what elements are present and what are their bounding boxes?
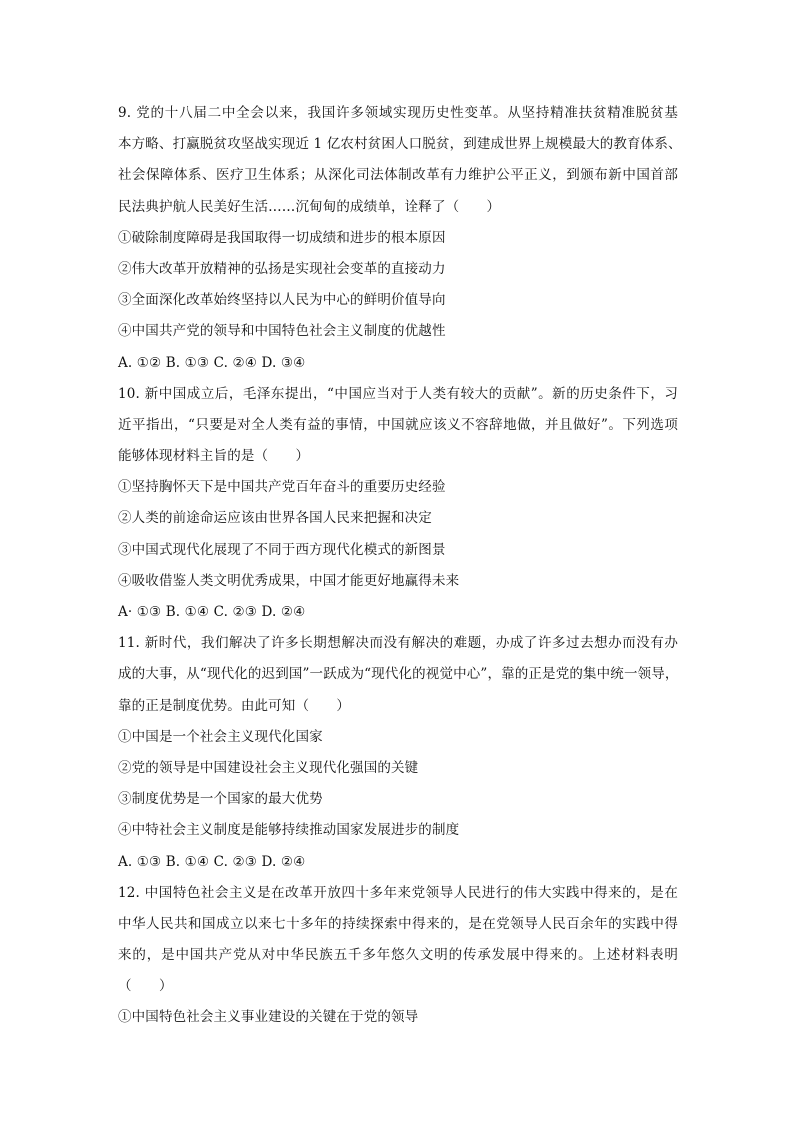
option-item: ④吸收借鉴人类文明优秀成果，中国才能更好地赢得未来	[118, 572, 460, 589]
question-stem-line: 能够体现材料主旨的是（ ）	[118, 448, 310, 465]
option-item: ④中特社会主义制度是能够持续推动国家发展进步的制度	[118, 822, 460, 839]
option-item: ③中国式现代化展现了不同于西方现代化模式的新图景	[118, 541, 446, 558]
option-item: ①中国是一个社会主义现代化国家	[118, 728, 323, 745]
question-stem-line: 成的大事，从“现代化的迟到国”一跃成为“现代化的视觉中心”，靠的正是党的集中统一领导，	[118, 666, 679, 683]
question-11	[118, 628, 678, 878]
question-stem-line: 近平指出，“只要是对全人类有益的事情，中国就应该义不容辞地做，并且做好”。下列选项	[118, 416, 678, 433]
option-item: ④中国共产党的领导和中国特色社会主义制度的优越性	[118, 323, 446, 340]
option-item: ①破除制度障碍是我国取得一切成绩和进步的根本原因	[118, 229, 446, 246]
question-stem-line: 本方略、打赢脱贫攻坚战实现近 1 亿农村贫困人口脱贫，到建成世界上规模最大的教育体系、	[118, 136, 682, 153]
option-item: ①中国特色社会主义事业建设的关键在于党的领导	[118, 1009, 419, 1026]
question-stem-line: 来的，是中国共产党从对中华民族五千多年悠久文明的传承发展中得来的。上述材料表明	[118, 947, 678, 964]
question-stem-line: 社会保障体系、医疗卫生体系；从深化司法体制改革有力维护公平正义，到颁布新中国首部	[118, 167, 678, 184]
option-item: ②伟大改革开放精神的弘扬是实现社会变革的直接动力	[118, 260, 446, 277]
answer-choices: A. ①③ B. ①④ C. ②③ D. ②④	[118, 853, 306, 870]
option-item: ③制度优势是一个国家的最大优势	[118, 791, 323, 808]
exam-content	[118, 98, 682, 1034]
option-item: ②人类的前途命运应该由世界各国人民来把握和决定	[118, 510, 432, 527]
question-9	[118, 98, 682, 379]
option-item: ②党的领导是中国建设社会主义现代化强国的关键	[118, 759, 419, 776]
answer-choices: A. ①② B. ①③ C. ②④ D. ③④	[118, 354, 306, 371]
option-item: ③全面深化改革始终坚持以人民为中心的鲜明价值导向	[118, 292, 446, 309]
option-item: ①坚持胸怀天下是中国共产党百年奋斗的重要历史经验	[118, 479, 446, 496]
question-stem-line: 9. 党的十八届二中全会以来，我国许多领域实现历史性变革。从坚持精准扶贫精准脱贫基	[118, 105, 678, 121]
question-12	[118, 878, 678, 1034]
question-stem-line: 中华人民共和国成立以来七十多年的持续探索中得来的，是在党领导人民百余年的实践中得	[118, 915, 678, 932]
question-stem-line: 民法典护航人民美好生活……沉甸甸的成绩单，诠释了（ ）	[118, 198, 501, 215]
question-stem-line: 10. 新中国成立后，毛泽东提出，“中国应当对于人类有较大的贡献”。新的历史条件下，习	[118, 385, 678, 402]
answer-choices: A· ①③ B. ①④ C. ②③ D. ②④	[118, 604, 306, 620]
question-stem-line: 12. 中国特色社会主义是在改革开放四十多年来党领导人民进行的伟大实践中得来的，是在	[118, 884, 678, 901]
question-stem-line: 靠的正是制度优势。由此可知（ ）	[118, 697, 351, 714]
question-stem-line: 11. 新时代，我们解决了许多长期想解决而没有解决的难题，办成了许多过去想办而没有办	[118, 635, 678, 652]
question-10	[118, 379, 678, 629]
question-stem-line: （ ）	[118, 978, 173, 995]
